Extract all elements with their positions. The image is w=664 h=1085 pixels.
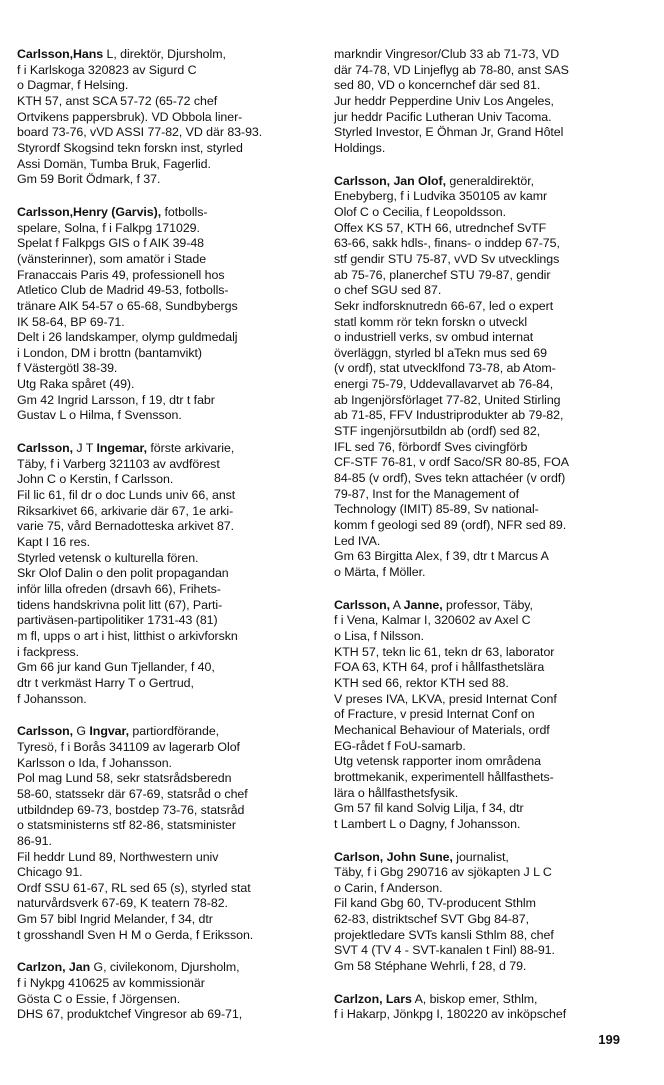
entry-text-line: Ortvikens pappersbruk). VD Obbola liner-: [17, 109, 243, 124]
entry-text-line: KTH 57, anst SCA 57-72 (65-72 chef: [17, 93, 218, 108]
entry-text-line: Mechanical Behaviour of Materials, ordf: [334, 722, 550, 737]
entry-text-line: Styrordf Skogsind tekn forskn inst, styrled: [17, 140, 243, 155]
entry-text-line: m fl, upps o art i hist, litthist o arkivforskn: [17, 628, 238, 643]
entry-text-line: Riksarkivet 66, arkivarie där 67, 1e arki-: [17, 503, 234, 518]
entry-text-line: CF-STF 76-81, v ordf Saco/SR 80-85, FOA: [334, 455, 569, 470]
entry-text-line: ab 71-85, FFV Industriprodukter ab 79-82,: [334, 408, 564, 423]
entry-surname: Carlsson,: [17, 441, 74, 456]
entry-text-line: Täby, f i Varberg 321103 av avdförest: [17, 456, 220, 471]
entry-text-line: Gösta C o Essie, f Jörgensen.: [17, 991, 181, 1006]
entry-text-line: EG-rådet f FoU-samarb.: [334, 738, 466, 753]
entry-text-line: tränare AIK 54-57 o 65-68, Sundbybergs: [17, 298, 238, 313]
entry-text-line: statl komm rör tekn forskn o utveckl: [334, 314, 528, 329]
entry-heading-text: partiordförande,: [129, 724, 220, 739]
entry-text-line: varie 75, vård Bernadotteska arkivet 87.: [17, 519, 235, 534]
entry-text-line: FOA 63, KTH 64, prof i hållfasthetslära: [334, 660, 545, 675]
biography-entry: [17, 724, 319, 943]
left-column: [17, 47, 319, 1040]
biography-entry: [334, 598, 636, 833]
entry-text-line: Technology (IMIT) 85-89, Sv national-: [334, 502, 539, 517]
entry-text-line: lära o hållfasthetsfysik.: [334, 785, 459, 800]
entry-given-name: Hans: [73, 47, 104, 61]
entry-given-name: Ingemar,: [96, 441, 147, 456]
entry-text-line: Sekr indforsknutredn 66-67, led o expert: [334, 298, 554, 313]
entry-text-line: Jur heddr Pepperdine Univ Los Angeles,: [334, 93, 554, 108]
entry-text-line: 86-91.: [17, 833, 52, 848]
entry-text-line: DHS 67, produktchef Vingresor ab 69-71,: [17, 1007, 243, 1022]
entry-text-line: Fil lic 61, fil dr o doc Lunds univ 66, anst: [17, 488, 236, 503]
entry-surname: Carlsson,: [334, 597, 391, 612]
entry-text-line: Assi Domän, Tumba Bruk, Fagerlid.: [17, 156, 211, 171]
entry-heading-text: A, biskop emer, Sthlm,: [411, 991, 538, 1006]
entry-text-line: o Carin, f Anderson.: [334, 880, 443, 895]
entry-text-line: o Lisa, f Nilsson.: [334, 628, 425, 643]
entry-heading: [17, 205, 319, 221]
entry-heading: [17, 441, 319, 457]
biography-entry: [17, 960, 319, 1023]
entry-text-line: of Fracture, v presid Internat Conf on: [334, 707, 535, 722]
entry-text-line: Karlsson o Ida, f Johansson.: [17, 755, 172, 770]
entry-heading: [334, 992, 636, 1008]
entry-surname: Carlzon,: [17, 960, 66, 975]
entry-heading: [334, 850, 636, 866]
entry-heading: [334, 174, 636, 190]
entry-text-line: Fil heddr Lund 89, Northwestern univ: [17, 849, 219, 864]
entry-text-line: Offex KS 57, KTH 66, utrednchef SvTF: [334, 220, 547, 235]
entry-given-name: Janne,: [403, 597, 443, 612]
entry-heading-text: generaldirektör,: [446, 173, 535, 188]
biography-entry: [334, 174, 636, 581]
entry-text-line: 84-85 (v ordf), Sves tekn attachéer (v ordf): [334, 471, 566, 486]
biography-entry: [17, 441, 319, 707]
entry-text-line: 62-83, distriktschef SVT Gbg 84-87,: [334, 912, 529, 927]
entry-text-line: (v ordf), stat utvecklfond 73-78, ab Atom-: [334, 361, 556, 376]
entry-text-line: t Lambert L o Dagny, f Johansson.: [334, 816, 521, 831]
entry-surname: Carlsson,: [334, 173, 391, 188]
biography-entry: [334, 47, 636, 157]
entry-surname: Carlson,: [334, 849, 384, 864]
entry-text-line: o Märta, f Möller.: [334, 565, 426, 579]
entry-text-line: Ordf SSU 61-67, RL sed 65 (s), styrled stat: [17, 880, 251, 895]
entry-text-line: Styrled vetensk o kulturella fören.: [17, 550, 199, 565]
entry-surname: Carlsson,: [17, 204, 74, 219]
entry-text-line: Styrled Investor, E Öhman Jr, Grand Hôtel: [334, 125, 564, 140]
entry-text-line: t grosshandl Sven H M o Gerda, f Eriksson.: [17, 927, 254, 942]
entry-text-line: f i Hakarp, Jönkpg I, 180220 av inköpschef: [334, 1007, 567, 1022]
entry-heading-text: L, direktör, Djursholm,: [103, 47, 226, 61]
entry-text-line: dtr t verkmäst Harry T o Gertrud,: [17, 675, 194, 690]
entry-text-line: SVT 4 (TV 4 - SVT-kanalen t Finl) 88-91.: [334, 943, 555, 958]
entry-text-line: Delt i 26 landskamper, olymp guldmedalj: [17, 330, 238, 345]
entry-text-line: ab 75-76, planerchef STU 79-87, gendir: [334, 267, 551, 282]
entry-given-name: Lars: [385, 991, 412, 1006]
page-number: 199: [598, 1032, 620, 1047]
entry-text-line: Skr Olof Dalin o den polit propagandan: [17, 566, 229, 581]
entry-text-line: markndir Vingresor/Club 33 ab 71-73, VD: [334, 47, 560, 61]
entry-heading-text: fotbolls-: [161, 204, 208, 219]
entry-text-line: projektledare SVTs kansli Sthlm 88, chef: [334, 927, 554, 942]
entry-text-line: o chef SGU sed 87.: [334, 283, 442, 298]
entry-text-line: Gm 42 Ingrid Larsson, f 19, dtr t fabr: [17, 392, 215, 407]
entry-text-line: f i Karlskoga 320823 av Sigurd C: [17, 62, 197, 77]
entry-text-line: i fackpress.: [17, 644, 80, 659]
entry-text-line: Täby, f i Gbg 290716 av sjökapten J L C: [334, 865, 552, 880]
entry-given-name: Henry (Garvis),: [73, 204, 162, 219]
entry-text-line: o Dagmar, f Helsing.: [17, 78, 129, 93]
entry-text-line: Gm 57 bibl Ingrid Melander, f 34, dtr: [17, 912, 213, 927]
entry-text-line: Atletico Club de Madrid 49-53, fotbolls-: [17, 283, 229, 298]
entry-text-line: i London, DM i brottn (bantamvikt): [17, 345, 202, 360]
right-column: [334, 47, 636, 1040]
entry-text-line: IK 58-64, BP 69-71.: [17, 314, 125, 329]
entry-text-line: John C o Kerstin, f Carlsson.: [17, 472, 174, 487]
entry-text-line: ab Ingenjörsförlaget 77-82, United Stirling: [334, 392, 561, 407]
entry-text-line: KTH 57, tekn lic 61, tekn dr 63, laborator: [334, 644, 555, 659]
entry-text-line: Olof C o Cecilia, f Leopoldsson.: [334, 204, 506, 219]
entry-text-line: Chicago 91.: [17, 865, 83, 880]
entry-heading-text: journalist,: [452, 849, 509, 864]
entry-text-line: Gm 59 Borit Ödmark, f 37.: [17, 172, 161, 187]
entry-text-line: brottmekanik, experimentell hållfasthets-: [334, 769, 554, 784]
entry-text-line: överläggn, styrled bl aTekn mus sed 69: [334, 345, 547, 360]
entry-text-line: f i Vena, Kalmar I, 320602 av Axel C: [334, 613, 531, 628]
entry-heading: [17, 724, 319, 740]
entry-initials: A: [390, 597, 404, 612]
entry-initials: J T: [73, 441, 97, 456]
entry-text-line: Gm 66 jur kand Gun Tjellander, f 40,: [17, 660, 215, 675]
entry-text-line: 58-60, statssekr där 67-69, statsråd o chef: [17, 786, 248, 801]
entry-text-line: 79-87, Inst for the Management of: [334, 486, 520, 501]
entry-text-line: Gm 58 Stéphane Wehrli, f 28, d 79.: [334, 959, 527, 974]
entry-text-line: V preses IVA, LKVA, presid Internat Conf: [334, 691, 557, 706]
entry-text-line: sed 80, VD o koncernchef där sed 81.: [334, 78, 541, 93]
entry-text-line: jur heddr Pacific Lutheran Univ Tacoma.: [334, 109, 552, 124]
entry-text-line: Franaccais Paris 49, professionell hos: [17, 267, 225, 282]
entry-given-name: Jan Olof,: [393, 173, 446, 188]
entry-heading-text: G, civilekonom, Djursholm,: [90, 960, 240, 975]
entry-text-line: spelare, Solna, f i Falkpg 171029.: [17, 220, 200, 235]
entry-text-line: o industriell verks, sv ombud internat: [334, 330, 534, 345]
entry-text-line: komm f geologi sed 89 (ordf), NFR sed 89.: [334, 518, 567, 533]
entry-text-line: o statsministerns stf 82-86, statsminister: [17, 818, 236, 833]
entry-text-line: Kapt I 16 res.: [17, 535, 90, 550]
entry-text-line: f i Nykpg 410625 av kommissionär: [17, 976, 205, 991]
entry-text-line: Spelat f Falkpgs GIS o f AIK 39-48: [17, 236, 205, 251]
entry-text-line: Utg Raka spåret (49).: [17, 377, 135, 392]
entry-text-line: board 73-76, vVD ASSI 77-82, VD där 83-93.: [17, 125, 263, 140]
entry-text-line: tidens handskrivna polit litt (67), Parti-: [17, 597, 223, 612]
entry-text-line: stf gendir STU 75-87, vVD Sv utvecklings: [334, 251, 560, 266]
entry-given-name: Jan: [68, 960, 91, 975]
entry-text-line: utbildndep 69-73, bostdep 73-76, statsråd: [17, 802, 245, 817]
entry-heading: [17, 960, 319, 976]
entry-text-line: Gustav L o Hilma, f Svensson.: [17, 408, 182, 423]
entry-text-line: energi 75-79, Uddevallavarvet ab 76-84,: [334, 377, 554, 392]
entry-heading-text: professor, Täby,: [442, 597, 533, 612]
entry-initials: G: [73, 724, 90, 739]
entry-text-line: STF ingenjörsutbildn ab (ordf) sed 82,: [334, 424, 541, 439]
biography-entry: [334, 992, 636, 1023]
entry-text-line: Utg vetensk rapporter inom områdena: [334, 754, 541, 769]
entry-heading: [334, 598, 636, 614]
biography-entry: [17, 47, 319, 188]
entry-surname: Carlsson,: [17, 47, 74, 61]
entry-text-line: Led IVA.: [334, 533, 381, 548]
entry-text-line: 63-66, sakk hdls-, finans- o inddep 67-75,: [334, 236, 560, 251]
entry-text-line: Gm 63 Birgitta Alex, f 39, dtr t Marcus A: [334, 549, 549, 564]
entry-given-name: Ingvar,: [89, 724, 129, 739]
entry-text-line: Gm 57 fil kand Solvig Lilja, f 34, dtr: [334, 801, 524, 816]
entry-text-line: f Västergötl 38-39.: [17, 361, 118, 376]
entry-heading: [17, 47, 319, 63]
biography-entry: [17, 205, 319, 424]
entry-text-line: IFL sed 76, förbordf Sves civingförb: [334, 439, 528, 454]
entry-text-line: Tyresö, f i Borås 341109 av lagerarb Olof: [17, 739, 240, 754]
entry-text-line: (vänsterinner), som amatör i Stade: [17, 251, 207, 266]
entry-text-line: partiväsen-partipolitiker 1731-43 (81): [17, 613, 218, 628]
entry-surname: Carlsson,: [17, 724, 74, 739]
entry-given-name: John Sune,: [386, 849, 453, 864]
biography-entry: [334, 850, 636, 975]
entry-text-line: inför lilla ofreden (drsavh 66), Frihets-: [17, 582, 221, 596]
entry-heading-text: förste arkivarie,: [147, 441, 235, 456]
entry-text-line: f Johansson.: [17, 691, 87, 706]
entry-text-line: KTH sed 66, rektor KTH sed 88.: [334, 675, 509, 690]
entry-text-line: Fil kand Gbg 60, TV-producent Sthlm: [334, 896, 536, 911]
entry-text-line: Enebyberg, f i Ludvika 350105 av kamr: [334, 189, 548, 204]
entry-text-line: Holdings.: [334, 140, 386, 155]
entry-text-line: naturvårdsverk 67-69, K teatern 78-82.: [17, 896, 228, 911]
entry-surname: Carlzon,: [334, 991, 383, 1006]
entry-text-line: där 74-78, VD Linjeflyg ab 78-80, anst SAS: [334, 62, 569, 77]
entry-text-line: Pol mag Lund 58, sekr statsrådsberedn: [17, 771, 232, 786]
